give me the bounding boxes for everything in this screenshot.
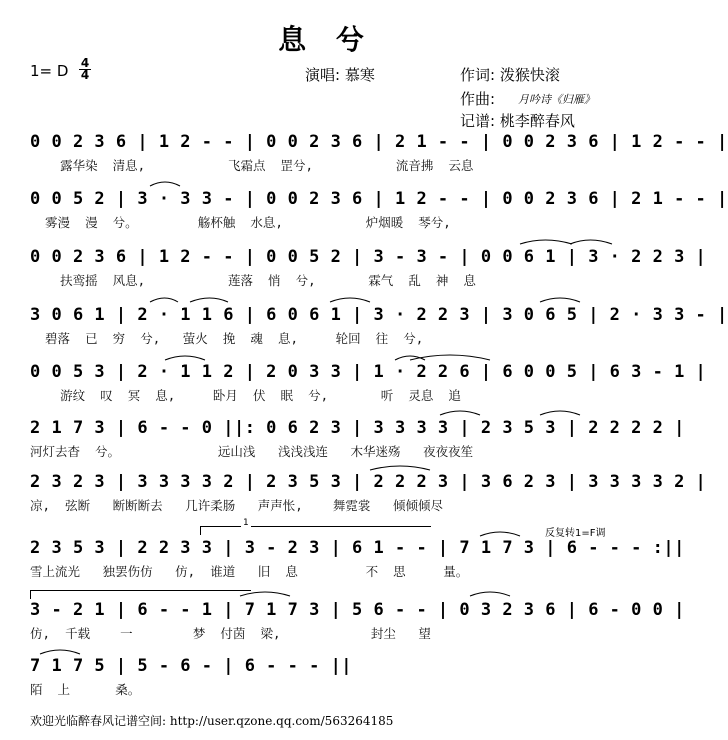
lyric-line: 碧落 已 穷 兮, 萤火 挽 魂 息, 轮回 往 兮, [30, 331, 424, 346]
repeat-key-change-note: 反复转1=F调 [545, 528, 606, 539]
key-signature: 1= D [30, 62, 69, 80]
notation-line: 7 1 7 5 | 5 - 6 - | 6 - - - || [30, 656, 353, 676]
notation-line: 3 - 2 1 | 6 - - 1 | 7 1 7 3 | 5 6 - - | 0 3 2 3 6 | 6 - 0 0 | [30, 600, 685, 620]
lyric-line: 仿, 千载 一 梦 付茵 梁, 封尘 望 [30, 626, 431, 641]
slur-arc [520, 240, 572, 244]
lyricist-credit: 作词: 泼猴快滚 [460, 66, 560, 84]
notation-line: 0 0 5 3 | 2 · 1 1 2 | 2 0 3 3 | 1 · 2 2 6 | 6 0 0 5 | 6 3 - 1 | [30, 362, 707, 382]
lyric-line: 雾漫 漫 兮。 觞杯触 水息, 炉烟暖 琴兮, [30, 215, 451, 230]
slur-arc [540, 411, 580, 415]
slur-arc [240, 592, 290, 596]
notation-line: 2 3 5 3 | 2 2 3 3 | 3 - 2 3 | 6 1 - - | 7 1 7 3 | 6 - - - :|| [30, 538, 685, 558]
slur-arc [480, 532, 520, 536]
first-ending-number: 1 [243, 518, 249, 528]
lyric-line: 扶鸾摇 风息, 莲落 悄 兮, 霖气 乱 神 息 [30, 273, 476, 288]
slur-arc [570, 240, 612, 244]
slur-arc [410, 355, 490, 360]
slur-arc [330, 298, 370, 302]
slur-arc [540, 298, 580, 302]
singer-credit: 演唱: 慕寒 [305, 66, 375, 84]
notation-line: 0 0 2 3 6 | 1 2 - - | 0 0 5 2 | 3 - 3 - | 0 0 6 1 | 3 · 2 2 3 | [30, 247, 707, 267]
composer-credit: 月吟诗《归雁》 [518, 93, 595, 106]
lyric-line: 游纹 叹 冥 息, 卧月 伏 眠 兮, 听 灵息 追 [30, 388, 461, 403]
notation-line: 0 0 5 2 | 3 · 3 3 - | 0 0 2 3 6 | 1 2 - - | 0 0 2 3 6 | 2 1 - - | [30, 189, 728, 209]
notation-line: 2 3 2 3 | 3 3 3 3 2 | 2 3 5 3 | 2 2 2 3 | 3 6 2 3 | 3 3 3 3 2 | [30, 472, 707, 492]
lyric-line: 河灯去杳 兮。 远山浅 浅浅浅连 木华迷殇 夜夜夜笙 [30, 444, 474, 459]
slur-arc [190, 298, 228, 302]
slur-arc [40, 650, 80, 654]
slur-arc [165, 356, 205, 360]
time-signature-top: 4 [80, 56, 90, 70]
slur-arc [150, 298, 178, 302]
lyric-line: 陌 上 桑。 [30, 682, 141, 697]
slur-arc [470, 592, 510, 596]
composer-label: 作曲: [460, 90, 496, 108]
slur-arc [440, 411, 480, 415]
lyric-line: 露华染 清息, 飞霜点 罡兮, 流音拂 云息 [30, 158, 474, 173]
lyric-line: 雪上流光 独罢伤仿 仿, 谁道 旧 息 不 思 量。 [30, 564, 469, 579]
transcriber-credit: 记谱: 桃李醉春风 [460, 112, 575, 130]
lyric-line: 凉, 弦断 断断断去 几许柔肠 声声怅, 舞霓裳 倾倾倾尽 [30, 498, 444, 513]
notation-line: 0 0 2 3 6 | 1 2 - - | 0 0 2 3 6 | 2 1 - - | 0 0 2 3 6 | 1 2 - - | [30, 132, 728, 152]
slur-arc [370, 466, 430, 470]
time-signature-bottom: 4 [80, 68, 90, 82]
notation-line: 2 1 7 3 | 6 - - 0 ||: 0 6 2 3 | 3 3 3 3 | 2 3 5 3 | 2 2 2 2 | [30, 418, 685, 438]
notation-line: 3 0 6 1 | 2 · 1 1 6 | 6 0 6 1 | 3 · 2 2 3 | 3 0 6 5 | 2 · 3 3 - | [30, 305, 728, 325]
footer-link: 欢迎光临醉春风记谱空间: http://user.qzone.qq.com/563264185 [30, 714, 394, 728]
song-title: 息 兮 [278, 23, 374, 56]
slur-arc [150, 182, 180, 186]
